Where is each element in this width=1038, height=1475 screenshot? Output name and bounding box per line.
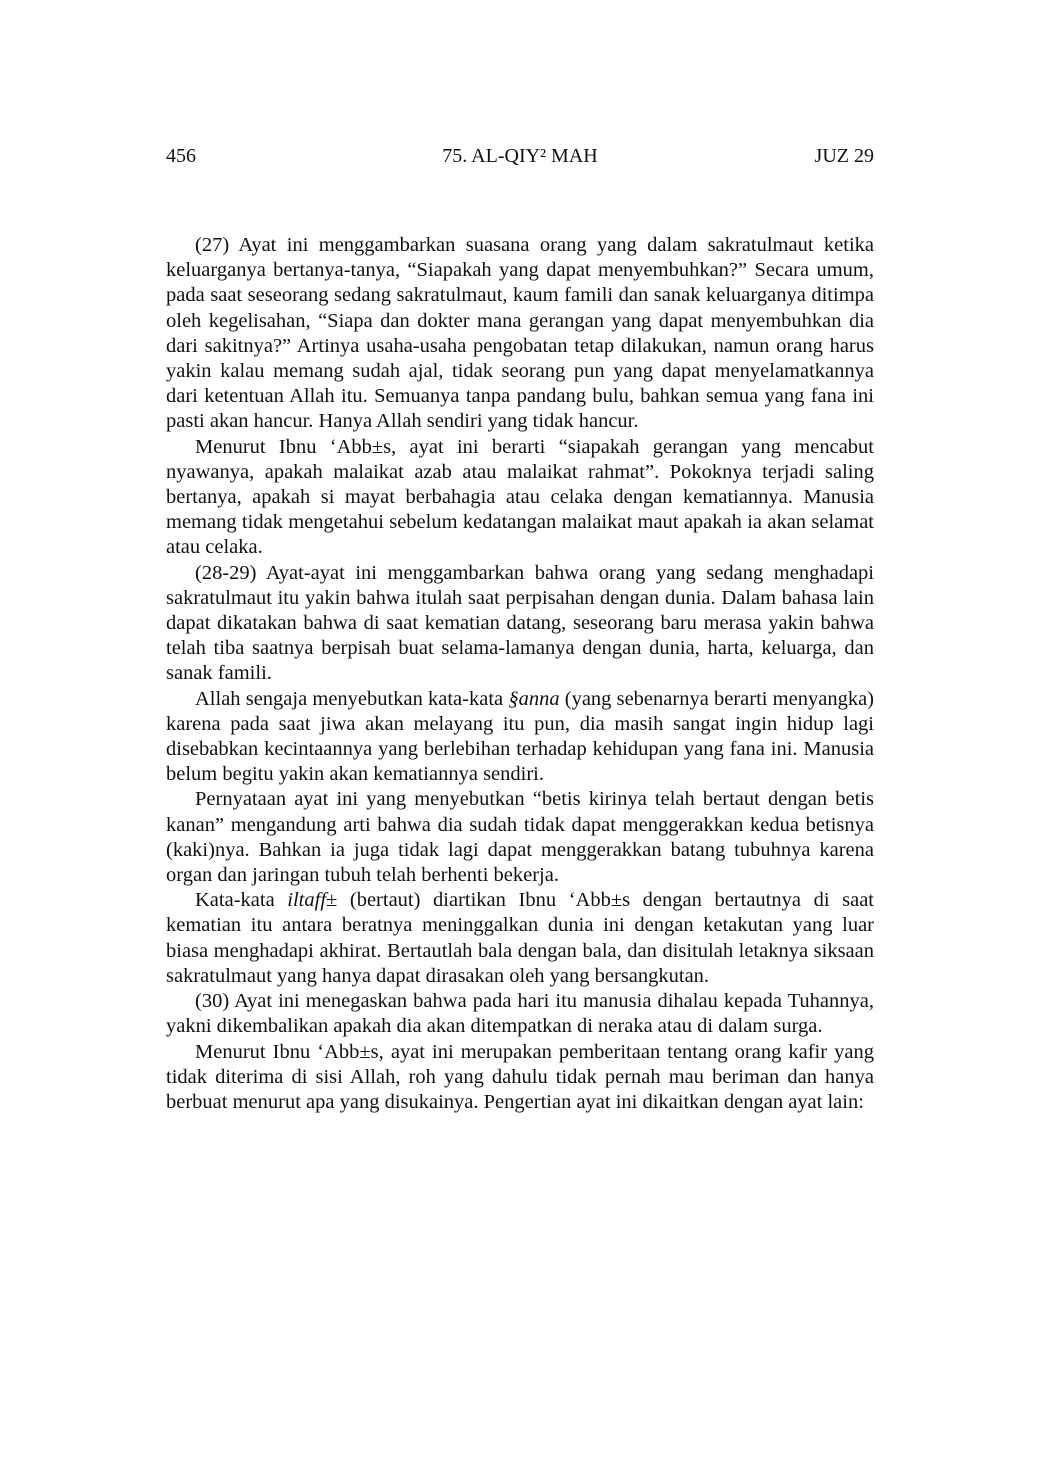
paragraph [166,787,874,888]
paragraph-text: Allah sengaja menyebutkan kata-kata [195,687,509,710]
paragraph-text: (yang sebenarnya berarti menyangka) karena pada saat jiwa akan melayang itu pun, dia masih sangat ingin hidup lagi disebabkan kecintaannya yang berlebihan terhadap kehidupan yang fana ini. Manusia belum begitu yakin akan kematiannya sendiri. [166,687,874,786]
italic-term: §anna [508,687,560,710]
paragraph-text: Kata-kata [195,889,288,912]
paragraph [166,233,874,435]
running-header [166,145,874,175]
chapter-title: 75. AL-QIY² MAH [442,145,598,167]
body-text [166,233,874,1115]
paragraph [166,561,874,687]
paragraph-text: Menurut Ibnu ‘Abb±s, ayat ini merupakan pemberitaan tentang orang kafir yang tidak diterima di sisi Allah, roh yang dahulu tidak pernah mau beriman dan hanya berbuat menurut apa yang disukainya. Pengertian ayat ini dikaitkan dengan ayat lain: [166,1040,874,1113]
paragraph-text: (27) Ayat ini menggambarkan suasana orang yang dalam sakratulmaut ketika keluarganya bertanya-tanya, “Siapakah yang dapat menyembuhkan?” Secara umum, pada saat seseorang sedang sakratulmaut, kaum famili dan sanak keluarganya ditimpa oleh kegelisahan, “Siapa dan dokter mana gerangan yang dapat menyembuhkan dia dari sakitnya?” Artinya usaha-usaha pengobatan tetap dilakukan, namun orang harus yakin kalau memang sudah ajal, tidak seorang pun yang dapat menyelamatkannya dari ketentuan Allah itu. Semuanya tanpa pandang bulu, bahkan semua yang fana ini pasti akan hancur. Hanya Allah sendiri yang tidak hancur. [166,234,874,433]
paragraph-text: Pernyataan ayat ini yang menyebutkan “betis kirinya telah bertaut dengan betis kanan” mengandung arti bahwa dia sudah tidak dapat menggerakkan kedua betisnya (kaki)nya. Bahkan ia juga tidak lagi dapat menggerakkan batang tubuhnya karena organ dan jaringan tubuh telah berhenti bekerja. [166,788,874,887]
page-number: 456 [166,145,196,167]
paragraph [166,989,874,1039]
paragraph-text: (30) Ayat ini menegaskan bahwa pada hari itu manusia dihalau kepada Tuhannya, yakni dikembalikan apakah dia akan ditempatkan di neraka atau di dalam surga. [166,990,874,1038]
juz-label: JUZ 29 [814,145,874,167]
paragraph [166,687,874,788]
paragraph-text: (28-29) Ayat-ayat ini menggambarkan bahwa orang yang sedang menghadapi sakratulmaut itu yakin bahwa itulah saat perpisahan dengan dunia. Dalam bahasa lain dapat dikatakan bahwa di saat kematian datang, seseorang baru merasa yakin bahwa telah tiba saatnya berpisah buat selama-lamanya dengan dunia, harta, keluarga, dan sanak famili. [166,561,874,685]
paragraph [166,435,874,561]
paragraph [166,1040,874,1116]
paragraph [166,888,874,989]
italic-term: iltaff± [287,889,338,912]
paragraph-text: Menurut Ibnu ‘Abb±s, ayat ini berarti “siapakah gerangan yang mencabut nyawanya, apakah malaikat azab atau malaikat rahmat”. Pokoknya terjadi saling bertanya, apakah si mayat berbahagia atau celaka dengan kematiannya. Manusia memang tidak mengetahui sebelum kedatangan malaikat maut apakah ia akan selamat atau celaka. [166,435,874,559]
paragraph-text: (bertaut) diartikan Ibnu ‘Abb±s dengan bertautnya di saat kematian itu antara beratnya meninggalkan dunia ini dengan ketakutan yang luar biasa menghadapi akhirat. Bertautlah bala dengan bala, dan disitulah letaknya siksaan sakratulmaut yang hanya dapat dirasakan oleh yang bersangkutan. [166,889,874,987]
